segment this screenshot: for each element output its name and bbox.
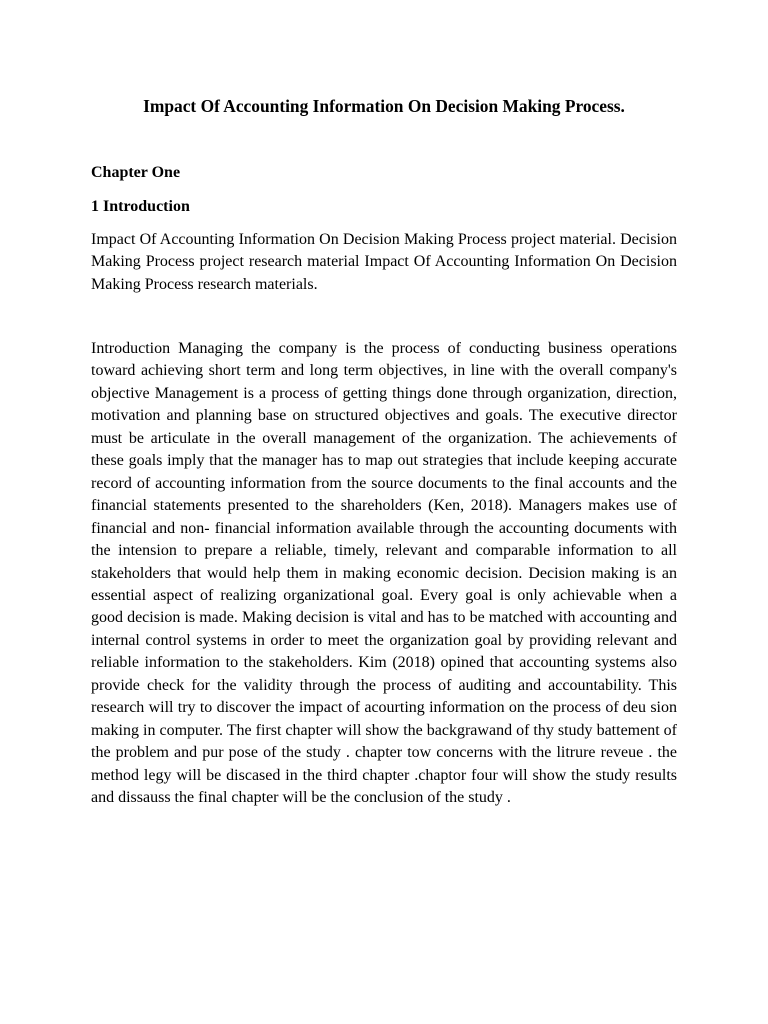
section-heading: 1 Introduction [91, 198, 190, 215]
introduction-body-paragraph: Introduction Managing the company is the process of conducting business operations toward achieving short term and long term objectives, in line with the overall company's objective Management is a process of getting things done through organization, direction, motivation and planning base on structured objectives and goals. The executive director must be articulate in the overall management of the organization. The achievements of these goals imply that the manager has to map out strategies that include keeping accurate record of accounting information from the source documents to the final accounts and the financial statements presented to the shareholders (Ken, 2018). Managers makes use of financial and non- financial information available through the accounting documents with the intension to prepare a reliable, timely, relevant and comparable information to all stakeholders that would help them in making economic decision. Decision making is an essential aspect of realizing organizational goal. Every goal is only achievable when a good decision is made. Making decision is vital and has to be matched with accounting and internal control systems in order to meet the organization goal by providing relevant and reliable information to the stakeholders. Kim (2018) opined that accounting systems also provide check for the validity through the process of auditing and accountability. This research will try to discover the impact of acourting information on the process of deu sion making in computer. The first chapter will show the backgrawand of thy study battement of the problem and pur pose of the study . chapter tow concerns with the litrure reveue . the method legy will be discased in the third chapter .chaptor four will show the study results and dissauss the final chapter will be the conclusion of the study . [91, 340, 677, 807]
document-title: Impact Of Accounting Information On Decision Making Process. [143, 96, 625, 116]
intro-summary-paragraph: Impact Of Accounting Information On Decision Making Process project material. Decision Making Process project research material Impact Of Accounting Information On Decision Making Process research materials. [91, 231, 677, 293]
chapter-heading: Chapter One [91, 164, 181, 181]
